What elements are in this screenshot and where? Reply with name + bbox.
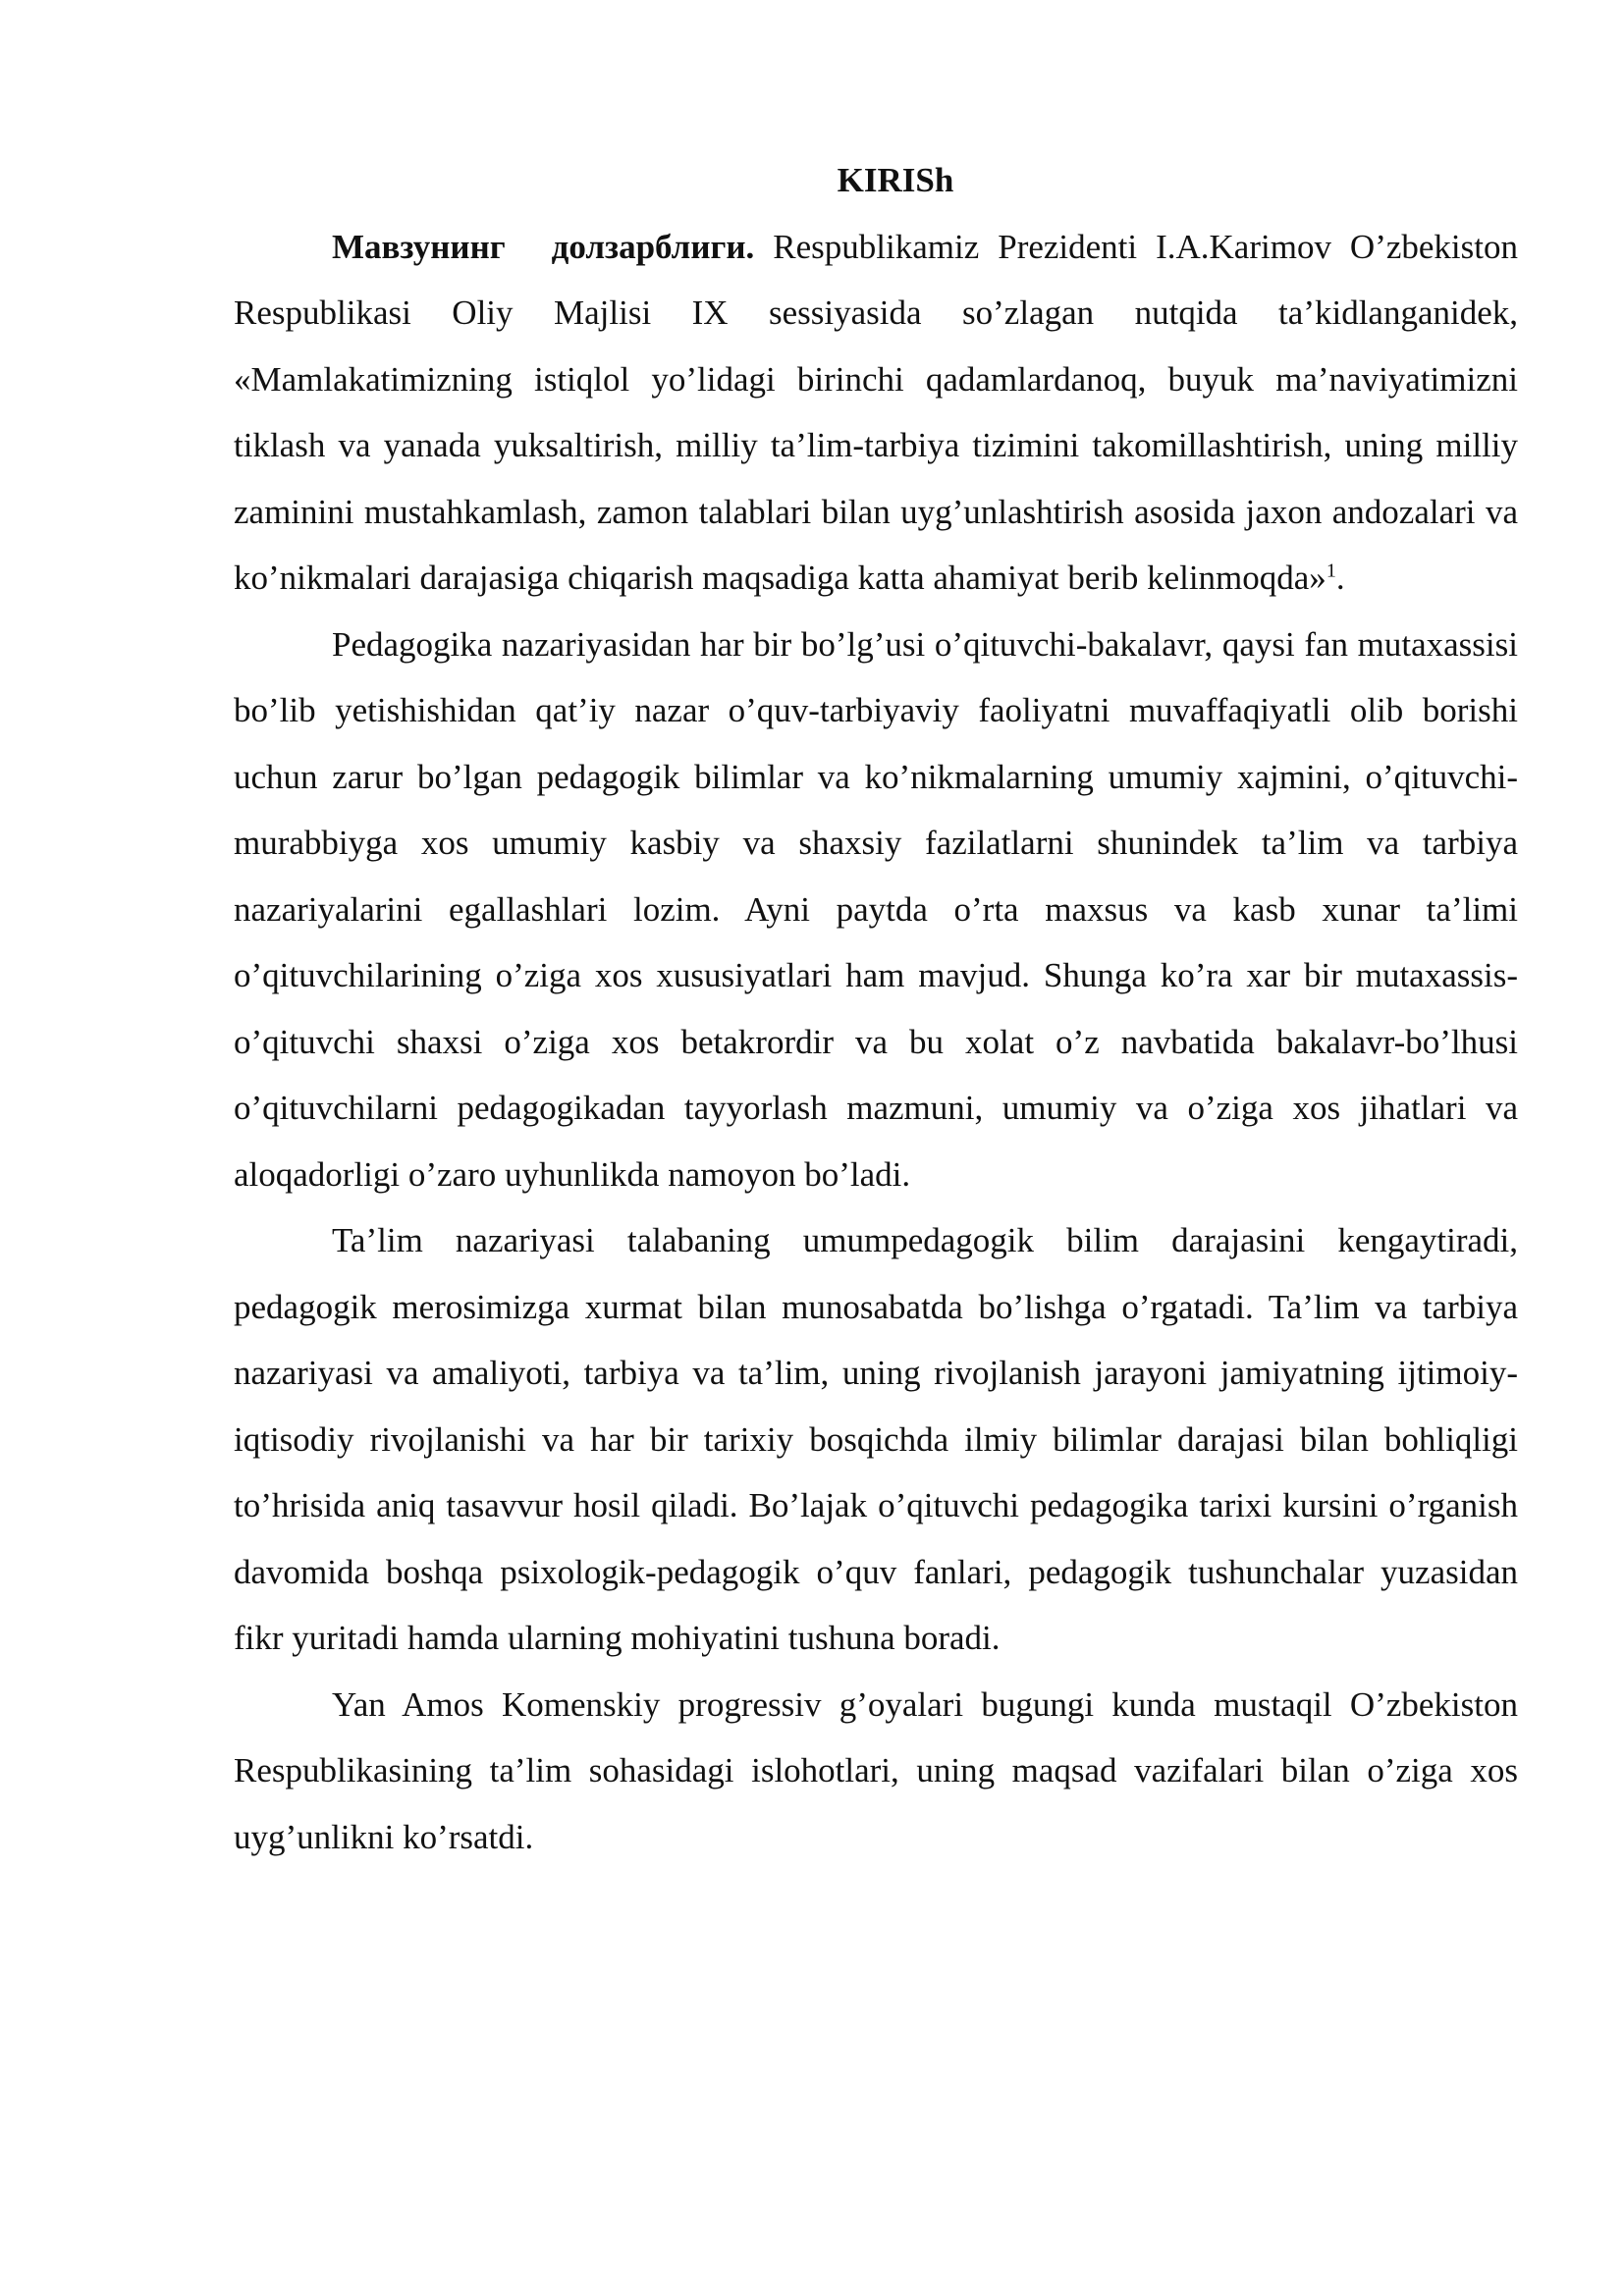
paragraph-komenskiy: Yan Amos Komenskiy progressiv g’oyalari bugungi kunda mustaqil O’zbekiston Respublikasining ta’lim sohasidagi islohotlari, uning maqsad vazifalari bilan o’ziga xos uyg’unlikni ko’rsatdi.: [234, 1684, 1518, 1856]
paragraph-pedagogy-theory: Pedagogika nazariyasidan har bir bo’lg’usi o’qituvchi-bakalavr, qaysi fan mutaxassisi bo’lib yetishishidan qat’iy nazar o’quv-tarbiyaviy faoliyatni muvaffaqiyatli olib borishi uchun zarur bo’lgan pedagogik bilimlar va ko’nikmalarning umumiy xajmini, o’qituvchi-murabbiyga xos umumiy kasbiy va shaxsiy fazilatlarni shunindek ta’lim va tarbiya nazariyalarini egallashlari lozim. Ayni paytda o’rta maxsus va kasb xunar ta’limi o’qituvchilarining o’ziga xos xususiyatlari ham mavjud. Shunga ko’ra xar bir mutaxassis-o’qituvchi shaxsi o’ziga xos betakrordir va bu xolat o’z navbatida bakalavr-bo’lhusi o’qituvchilarni pedagogikadan tayyorlash mazmuni, umumiy va o’ziga xos jihatlari va aloqadorligi o’zaro uyhunlikda namoyon bo’ladi.: [234, 624, 1518, 1194]
relevance-tail: .: [1335, 559, 1345, 597]
section-heading: KIRISh: [837, 161, 954, 199]
document-page: [234, 147, 1518, 1870]
paragraph-relevance: [234, 214, 1518, 612]
paragraph-education-theory: Ta’lim nazariyasi talabaning umumpedagogik bilim darajasini kengaytiradi, pedagogik merosimizga xurmat bilan munosabatda bo’lishga o’rgatadi. Ta’lim va tarbiya nazariyasi va amaliyoti, tarbiya va ta’lim, uning rivojlanish jarayoni jamiyatning ijtimoiy-iqtisodiy rivojlanishi va har bir tarixiy bosqichda ilmiy bilimlar darajasi bilan bohliqligi to’hrisida aniq tasavvur hosil qiladi. Bo’lajak o’qituvchi pedagogika tarixi kursini o’rganish davomida boshqa psixologik-pedagogik o’quv fanlari, pedagogik tushunchalar yuzasidan fikr yuritadi hamda ularning mohiyatini tushuna boradi.: [234, 1221, 1518, 1657]
relevance-lead-label: Мавзунинг долзарблиги.: [332, 227, 755, 266]
relevance-text: Respublikamiz Prezidenti I.A.Karimov O’zbekiston Respublikasi Oliy Majlisi IX sessiyasida so’zlagan nutqida ta’kidlanganidek, «Mamlakatimizning istiqlol yo’lidagi birinchi qadamlardanoq, buyuk ma’naviyatimizni tiklash va yanada yuksaltirish, milliy ta’lim-tarbiya tizimini takomillashtirish, uning milliy zaminini mustahkamlash, zamon talablari bilan uyg’unlashtirish asosida jaxon andozalari va ko’nikmalari darajasiga chiqarish maqsadiga katta ahamiyat berib kelinmoqda»: [234, 227, 1518, 597]
footnote-marker[interactable]: 1: [1326, 560, 1336, 582]
